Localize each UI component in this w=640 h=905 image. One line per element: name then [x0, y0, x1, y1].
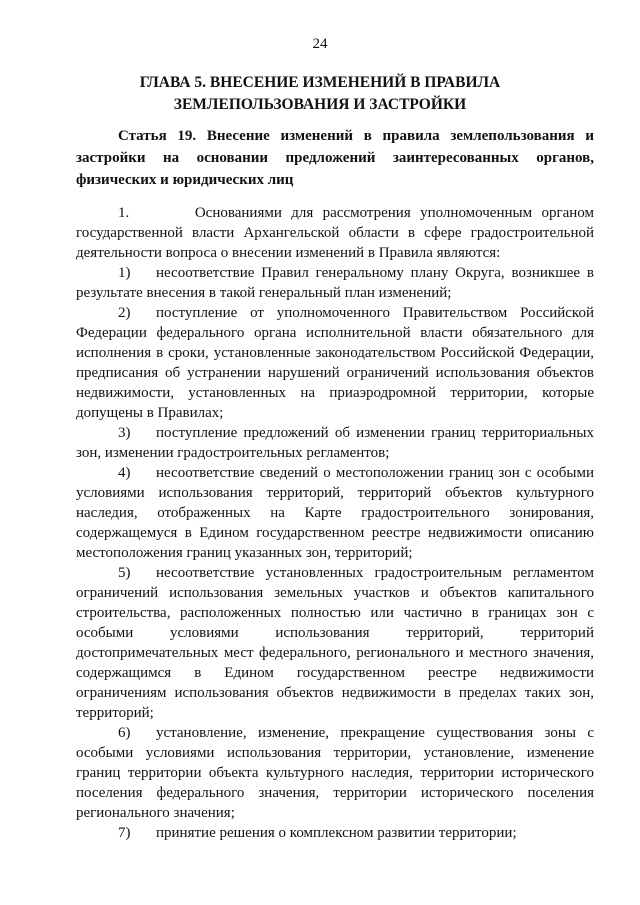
item-number: 7) [118, 825, 131, 841]
item-5-line-8: территорий; [76, 705, 154, 721]
item-6-line-2: особыми условиями использования территории, установление, изменение [76, 745, 594, 761]
article-title-line-2: застройки на основании предложений заинтересованных органов, [76, 150, 594, 166]
paragraph-1-line-3: деятельности вопроса о внесении изменений в Правила являются: [76, 245, 501, 261]
item-6-line-3: границ территории объекта культурного наследия, территории исторического [76, 765, 594, 781]
item-6-line-5: регионального значения; [76, 805, 235, 821]
item-1-line-2: результате внесения в такой генеральный план изменений; [76, 285, 452, 301]
item-number: 6) [118, 725, 131, 741]
item-2-line-4: предписания об устранении нарушений ограничений использования объектов [76, 365, 594, 381]
item-3-line-2: зон, изменении градостроительных регламентов; [76, 445, 390, 461]
item-4-line-1: несоответствие сведений о местоположении границ зон с особыми [156, 465, 594, 481]
item-5-line-6: содержащимся в Едином государственном реестре недвижимости [76, 665, 594, 681]
item-7-line-1: принятие решения о комплексном развитии территории; [156, 825, 517, 841]
item-5-line-2: ограничений использования земельных участков и объектов капитального [76, 585, 594, 601]
item-5-line-1: несоответствие установленных градостроительным регламентом [156, 565, 594, 581]
item-2-line-1: поступление от уполномоченного Правительством Российской [156, 305, 594, 321]
article-title-line-3: физических и юридических лиц [76, 172, 294, 188]
item-number: 2) [118, 305, 131, 321]
item-number: 4) [118, 465, 131, 481]
item-number: 5) [118, 565, 131, 581]
item-6-line-1: установление, изменение, прекращение существования зоны с [156, 725, 594, 741]
item-5-line-3: строительства, расположенных полностью или частично в границах зон с [76, 605, 594, 621]
item-5-line-4: особыми условиями использования территорий, территорий [76, 625, 594, 641]
item-number: 1) [118, 265, 131, 281]
item-number: 3) [118, 425, 131, 441]
item-3-line-1: поступление предложений об изменении границ территориальных [156, 425, 594, 441]
item-5-line-5: достопримечательных мест федерального, регионального и местного значения, [76, 645, 594, 661]
paragraph-1-line-1: 1. Основаниями для рассмотрения уполномоченным органом [118, 205, 594, 221]
article-title-line-1: Статья 19. Внесение изменений в правила землепользования и [118, 128, 594, 144]
item-4-line-2: условиями использования территорий, территорий объектов культурного [76, 485, 594, 501]
item-2-line-6: допущены в Правилах; [76, 405, 224, 421]
chapter-title-line-1: ГЛАВА 5. ВНЕСЕНИЕ ИЗМЕНЕНИЙ В ПРАВИЛА [139, 74, 501, 91]
item-4-line-5: местоположения границ указанных зон, территорий; [76, 545, 413, 561]
item-2-line-2: Федерации федерального органа исполнительной власти обязательного для [76, 325, 594, 341]
paragraph-1-line-2: государственной власти Архангельской области в сфере градостроительной [76, 225, 594, 241]
item-2-line-5: недвижимости, установленных на приаэродромной территории, которые [76, 385, 594, 401]
item-1-line-1: несоответствие Правил генеральному плану Округа, возникшее в [156, 265, 594, 281]
page-number: 24 [312, 36, 328, 52]
chapter-title-line-2: ЗЕМЛЕПОЛЬЗОВАНИЯ И ЗАСТРОЙКИ [173, 96, 467, 113]
item-2-line-3: исполнения в сроки, установленные законодательством Российской Федерации, [76, 345, 594, 361]
item-6-line-4: поселения федерального значения, территории исторического поселения [76, 785, 594, 801]
item-4-line-4: содержащемуся в Едином государственном реестре недвижимости описанию [76, 525, 594, 541]
item-4-line-3: наследия, отображенных на Карте градостроительного зонирования, [76, 505, 594, 521]
item-5-line-7: ограничениям использования объектов недвижимости в пределах таких зон, [76, 685, 594, 701]
